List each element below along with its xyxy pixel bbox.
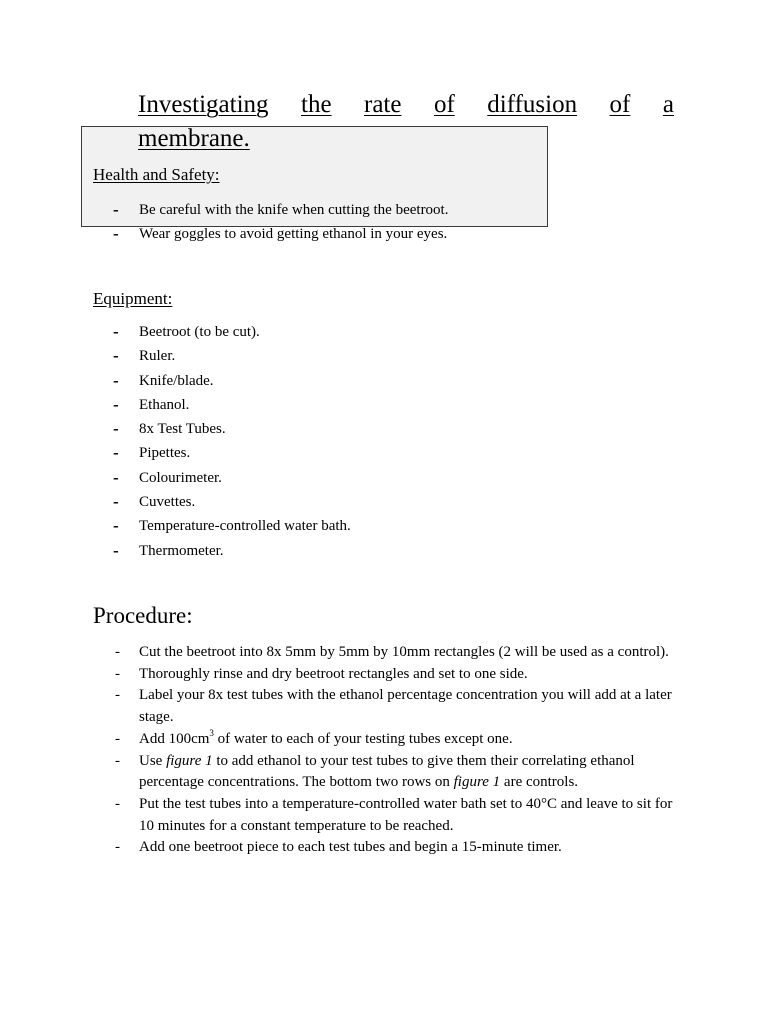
title-word: Investigating [138, 91, 269, 118]
procedure-step [115, 751, 685, 794]
procedure-heading: Procedure: [93, 603, 193, 628]
bullet-dash: - [113, 394, 119, 414]
list-item-text: Pipettes. [139, 445, 191, 462]
step-text: Add one beetroot piece to each test tubes and begin a 15-minute timer. [139, 839, 562, 856]
list-item-text: 8x Test Tubes. [139, 421, 226, 438]
list-item [113, 344, 351, 368]
list-item [113, 320, 351, 344]
step-text: Put the test tubes into a temperature-controlled water bath set to 40°C and leave to sit for 10 minutes for a constant temperature to be reached. [139, 795, 673, 834]
procedure-step [115, 664, 685, 686]
bullet-dash: - [115, 687, 120, 704]
procedure-step [115, 729, 685, 751]
bullet-dash: - [113, 443, 119, 463]
list-item [113, 466, 351, 490]
step-text-part: are controls. [500, 774, 579, 791]
superscript-3: 3 [209, 727, 214, 738]
figure-reference: figure 1 [453, 774, 501, 791]
step-text-part: to add ethanol to your test tubes to give them their correlating ethanol percentage concentrations. The bottom two rows on [139, 752, 635, 791]
title-word: rate [364, 91, 402, 118]
procedure-step [115, 685, 685, 728]
step-text-part: of water to each of your testing tubes except one. [213, 730, 513, 747]
bullet-dash: - [113, 419, 119, 439]
list-item-text: Thermometer. [139, 542, 224, 559]
bullet-dash: - [113, 224, 119, 244]
bullet-dash: - [115, 839, 120, 856]
title-line-1 [138, 88, 674, 122]
procedure-step [115, 642, 685, 664]
list-item-text: Ruler. [139, 348, 176, 365]
procedure-step [115, 794, 685, 837]
list-item [113, 539, 351, 563]
health-safety-list [113, 198, 448, 247]
bullet-dash: - [115, 644, 120, 660]
step-text-part: Add 100cm [139, 730, 210, 747]
bullet-dash: - [113, 540, 119, 560]
title-word: of [609, 91, 631, 118]
step-text-part: Use [139, 752, 167, 769]
step-text: Label your 8x test tubes with the ethanol percentage concentration you will add at a later stage. [139, 687, 672, 726]
list-item-text: Colourimeter. [139, 469, 222, 486]
equipment-list [113, 320, 351, 563]
bullet-dash: - [113, 200, 119, 219]
bullet-dash: - [115, 752, 120, 769]
bullet-dash: - [115, 795, 120, 812]
bullet-dash: - [113, 370, 119, 390]
list-item [113, 393, 351, 417]
list-item [113, 369, 351, 393]
list-item [113, 417, 351, 441]
bullet-dash: - [113, 322, 119, 341]
title-word: the [301, 91, 332, 118]
procedure-step [115, 837, 685, 859]
list-item-text: Be careful with the knife when cutting the beetroot. [139, 202, 449, 218]
step-text: Cut the beetroot into 8x 5mm by 5mm by 10mm rectangles (2 will be used as a control). [139, 644, 669, 660]
title-line-2: membrane. [138, 125, 250, 152]
title-word: of [433, 91, 455, 118]
title-word: a [662, 91, 674, 118]
step-text: Thoroughly rinse and dry beetroot rectangles and set to one side. [139, 665, 528, 682]
health-safety-heading: Health and Safety: [93, 165, 220, 184]
title-word: diffusion [487, 91, 578, 118]
list-item-text: Beetroot (to be cut). [139, 324, 260, 340]
bullet-dash: - [113, 467, 119, 487]
list-item [113, 222, 448, 246]
document-title [138, 88, 674, 156]
list-item [113, 490, 351, 514]
list-item-text: Temperature-controlled water bath. [139, 518, 351, 535]
bullet-dash: - [113, 492, 119, 512]
list-item [113, 514, 351, 538]
figure-reference: figure 1 [166, 752, 213, 769]
procedure-list [115, 642, 685, 859]
equipment-heading: Equipment: [93, 289, 173, 308]
list-item [113, 198, 448, 222]
bullet-dash: - [113, 346, 119, 366]
list-item-text: Wear goggles to avoid getting ethanol in your eyes. [139, 226, 448, 243]
bullet-dash: - [115, 665, 120, 682]
bullet-dash: - [115, 730, 120, 747]
list-item-text: Knife/blade. [139, 372, 214, 389]
list-item [113, 441, 351, 465]
list-item-text: Cuvettes. [139, 494, 196, 511]
bullet-dash: - [113, 516, 119, 536]
list-item-text: Ethanol. [139, 396, 190, 413]
